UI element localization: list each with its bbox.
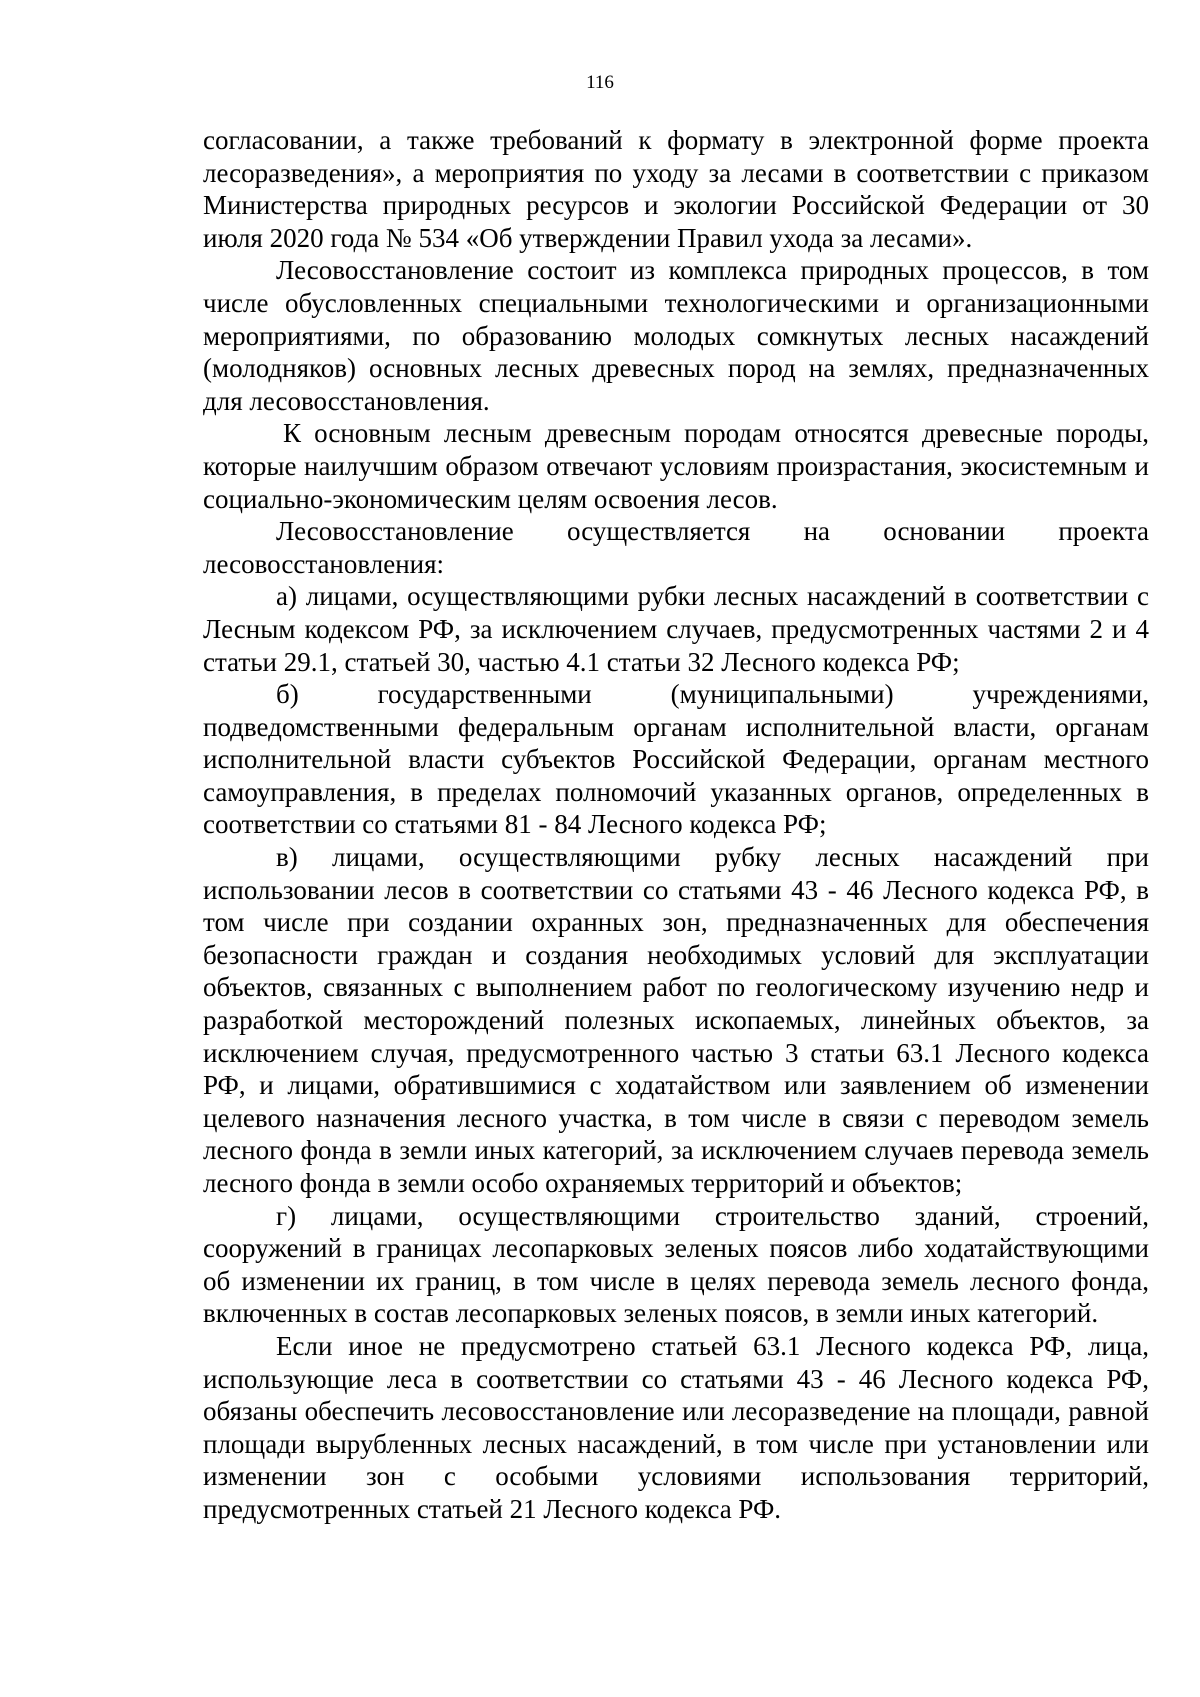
- paragraph-item-g: г) лицами, осуществляющими строительство зданий, строений, сооружений в границах лесопарковых зеленых поясов либо ходатайствующими об изменении их границ, в том числе в целях перевода земель лесного фонда, включенных в состав лесопарковых зеленых поясов, в земли иных категорий.: [203, 1200, 1149, 1329]
- paragraph-1: согласовании, а также требований к формату в электронной форме проекта лесоразведения», а мероприятия по уходу за лесами в соответствии с приказом Министерства природных ресурсов и экологии Российской Федерации от 30 июля 2020 года № 534 «Об утверждении Правил ухода за лесами».: [203, 125, 1149, 253]
- paragraph-4: Лесовосстановление осуществляется на основании проекта лесовосстановления:: [203, 516, 1149, 579]
- paragraph-item-v: в) лицами, осуществляющими рубку лесных насаждений при использовании лесов в соответствии со статьями 43 - 46 Лесного кодекса РФ, в том числе при создании охранных зон, предназначенных для обеспечения безопасности граждан и создания необходимых условий для эксплуатации объектов, связанных с выполнением работ по геологическому изучению недр и разработкой месторождений полезных ископаемых, линейных объектов, за исключением случая, предусмотренного частью 3 статьи 63.1 Лесного кодекса РФ, и лицами, обратившимися с ходатайством или заявлением об изменении целевого назначения лесного участка, в том числе в связи с переводом земель лесного фонда в земли иных категорий, за исключением случаев перевода земель лесного фонда в земли особо охраняемых территорий и объектов;: [203, 842, 1149, 1198]
- paragraph-final: Если иное не предусмотрено статьей 63.1 Лесного кодекса РФ, лица, использующие леса в соответствии со статьями 43 - 46 Лесного кодекса РФ, обязаны обеспечить лесовосстановление или лесоразведение на площади, равной площади вырубленных лесных насаждений, в том числе при установлении или изменении зон с особыми условиями использования территорий, предусмотренных статьей 21 Лесного кодекса РФ.: [203, 1330, 1149, 1524]
- paragraph-2: Лесовосстановление состоит из комплекса природных процессов, в том числе обусловленных специальными технологическими и организационными мероприятиями, по образованию молодых сомкнутых лесных насаждений (молодняков) основных лесных древесных пород на землях, предназначенных для лесовосстановления.: [203, 255, 1149, 416]
- document-body: [203, 124, 1149, 1526]
- page-number: 116: [586, 72, 614, 93]
- paragraph-item-b: б) государственными (муниципальными) учреждениями, подведомственными федеральным органам исполнительной власти, органам исполнительной власти субъектов Российской Федерации, органам местного самоуправления, в пределах полномочий указанных органов, определенных в соответствии со статьями 81 - 84 Лесного кодекса РФ;: [203, 679, 1149, 840]
- paragraph-3: К основным лесным древесным породам относятся древесные породы, которые наилучшим образом отвечают условиям произрастания, экосистемным и социально-экономическим целям освоения лесов.: [203, 418, 1149, 514]
- paragraph-item-a: а) лицами, осуществляющими рубки лесных насаждений в соответствии с Лесным кодексом РФ, за исключением случаев, предусмотренных частями 2 и 4 статьи 29.1, статьей 30, частью 4.1 статьи 32 Лесного кодекса РФ;: [203, 581, 1149, 677]
